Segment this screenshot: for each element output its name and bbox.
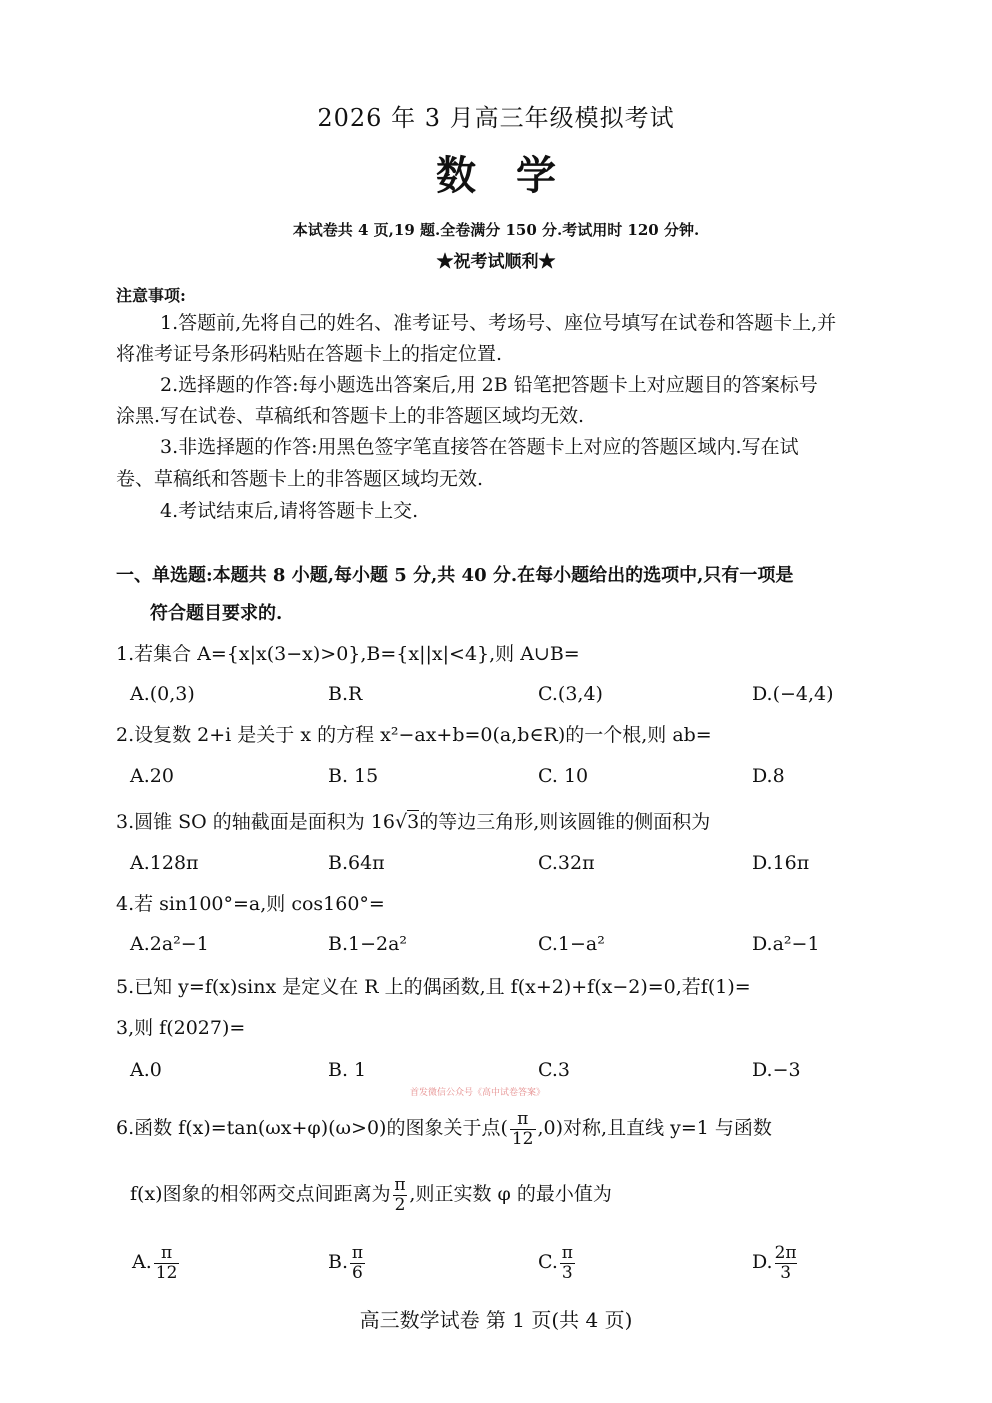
question-5-stem: 5.已知 y=f(x)sinx 是定义在 R 上的偶函数,且 f(x+2)+f(x−2)=0,若f(1)= (116, 976, 751, 998)
subject-title: 数学 (436, 152, 596, 199)
notice-line: 3.非选择题的作答:用黑色签字笔直接答在答题卡上对应的答题区域内.写在试 (160, 436, 799, 458)
notice-line: 4.考试结束后,请将答题卡上交. (160, 500, 419, 522)
q4-option-c: C.1−a² (538, 933, 605, 955)
page-footer: 高三数学试卷 第 1 页(共 4 页) (359, 1308, 633, 1332)
question-3-stem (116, 810, 710, 834)
q5-option-a: A.0 (130, 1059, 162, 1081)
notice-line: 2.选择题的作答:每小题选出答案后,用 2B 铅笔把答题卡上对应题目的答案标号 (160, 374, 818, 396)
good-luck-banner: ★祝考试顺利★ (436, 252, 556, 272)
question-1-stem: 1.若集合 A={x|x(3−x)>0},B={x||x|<4},则 A∪B= (116, 643, 580, 665)
notice-heading: 注意事项: (116, 286, 186, 305)
question-5-stem-cont: 3,则 f(2027)= (116, 1017, 246, 1039)
q5-option-b: B. 1 (328, 1059, 367, 1081)
numerator: π (517, 1108, 529, 1129)
q3-option-d: D.16π (752, 852, 810, 874)
q1-option-a: A.(0,3) (130, 683, 195, 705)
notice-line: 将准考证号条形码粘贴在答题卡上的指定位置. (116, 343, 503, 365)
q3-option-c: C.32π (538, 852, 595, 874)
numerator: 2π (774, 1242, 797, 1263)
sqrt-radicand: 3 (407, 811, 420, 833)
section-heading: 一、单选题:本题共 8 小题,每小题 5 分,共 40 分.在每小题给出的选项中,只有一项是 (116, 565, 794, 586)
q1-option-d: D.(−4,4) (752, 683, 834, 705)
q3-stem-before: 3.圆锥 SO 的轴截面是面积为 16 (116, 811, 396, 833)
numerator: π (351, 1242, 364, 1263)
fraction (775, 1244, 797, 1283)
q6-option-d (752, 1240, 799, 1284)
q2-option-a: A.20 (130, 765, 174, 787)
q6-option-c (538, 1240, 577, 1284)
q6-line2-after: ,则正实数 φ 的最小值为 (409, 1183, 612, 1205)
q3-option-b: B.64π (328, 852, 385, 874)
sqrt-symbol: √3 (395, 811, 420, 833)
fraction (510, 1110, 536, 1149)
q6-line2-before: f(x)图象的相邻两交点间距离为 (130, 1183, 391, 1205)
denominator: 3 (561, 1262, 573, 1283)
exam-title: 2026 年 3 月高三年级模拟考试 (317, 104, 675, 132)
q5-option-d: D.−3 (752, 1059, 801, 1081)
question-2-stem: 2.设复数 2+i 是关于 x 的方程 x²−ax+b=0(a,b∈R)的一个根,则 ab= (116, 724, 712, 746)
q2-option-d: D.8 (752, 765, 785, 787)
q4-option-a: A.2a²−1 (130, 933, 209, 955)
numerator: π (561, 1242, 573, 1263)
q6-stem-mid: ,0)对称,且直线 y=1 与函数 (537, 1117, 772, 1139)
q6-option-a (132, 1240, 181, 1284)
q4-option-b: B.1−2a² (328, 933, 408, 955)
q1-option-b: B.R (328, 683, 363, 705)
q3-option-a: A.128π (130, 852, 199, 874)
numerator: π (394, 1174, 406, 1195)
fraction (154, 1244, 180, 1283)
option-label: C. (538, 1251, 558, 1273)
denominator: 6 (352, 1262, 363, 1283)
denominator: 3 (775, 1263, 797, 1283)
fraction (560, 1244, 575, 1283)
q6-option-b (328, 1240, 367, 1284)
denominator: 12 (155, 1262, 178, 1283)
question-6-stem-cont (130, 1172, 612, 1216)
denominator: 12 (511, 1128, 534, 1149)
q2-option-c: C. 10 (538, 765, 589, 787)
watermark: 首发微信公众号《高中试卷答案》 (410, 1088, 546, 1098)
q6-stem-before: 6.函数 f(x)=tan(ωx+φ)(ω>0)的图象关于点( (116, 1117, 508, 1139)
section-heading-cont: 符合题目要求的. (150, 603, 283, 624)
option-label: B. (328, 1251, 349, 1273)
denominator: 2 (394, 1194, 406, 1215)
q2-option-b: B. 15 (328, 765, 379, 787)
notice-line: 涂黑.写在试卷、草稿纸和答题卡上的非答题区域均无效. (116, 405, 585, 427)
q3-stem-after: 的等边三角形,则该圆锥的侧面积为 (419, 811, 711, 833)
notice-line: 卷、草稿纸和答题卡上的非答题区域均无效. (116, 468, 484, 490)
notice-line: 1.答题前,先将自己的姓名、准考证号、考场号、座位号填写在试卷和答题卡上,并 (160, 312, 837, 334)
numerator: π (160, 1242, 173, 1263)
q1-option-c: C.(3,4) (538, 683, 603, 705)
q4-option-d: D.a²−1 (752, 933, 820, 955)
q5-option-c: C.3 (538, 1059, 570, 1081)
fraction (350, 1244, 365, 1283)
exam-info: 本试卷共 4 页,19 题.全卷满分 150 分.考试用时 120 分钟. (292, 221, 700, 239)
question-4-stem: 4.若 sin100°=a,则 cos160°= (116, 893, 385, 915)
fraction (393, 1176, 408, 1215)
option-label: D. (752, 1251, 773, 1273)
option-label: A. (132, 1251, 152, 1273)
question-6-stem (116, 1106, 772, 1150)
